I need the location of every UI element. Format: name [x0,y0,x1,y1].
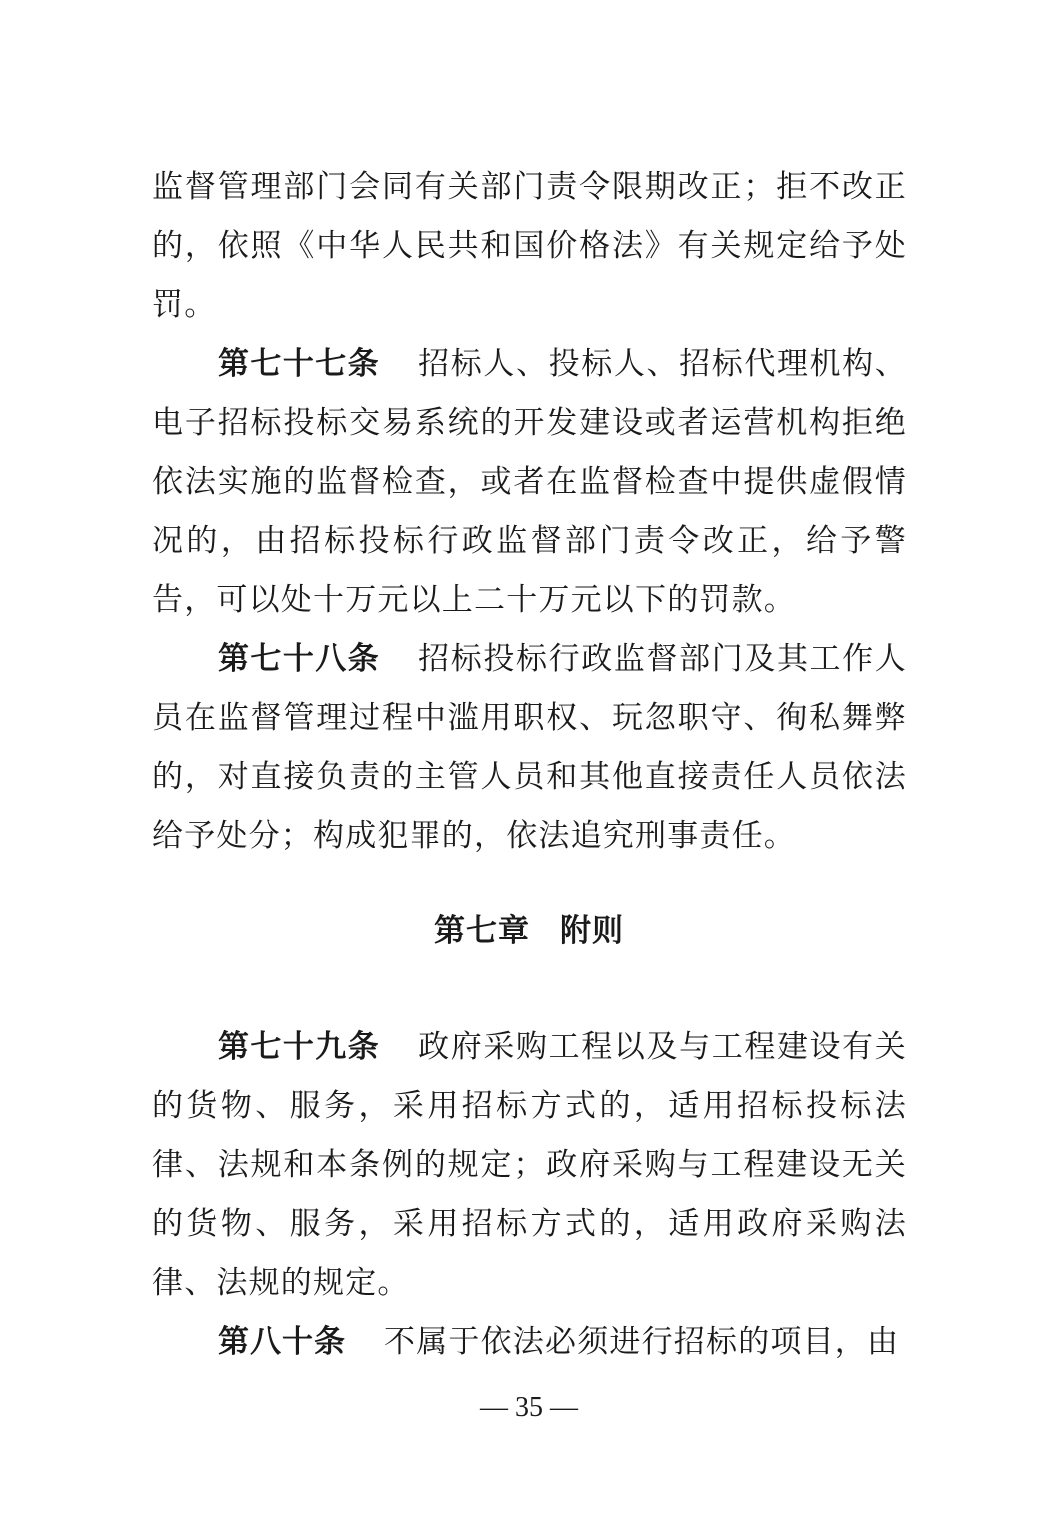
article-78-number: 第七十八条 [218,641,381,677]
article-79-number: 第七十九条 [218,1029,381,1065]
article-78 [152,630,907,866]
article-78-body: 招标投标行政监督部门及其工作人员在监督管理过程中滥用职权、玩忽职守、徇私舞弊的，对直接负责的主管人员和其他直接责任人员依法给予处分；构成犯罪的，依法追究刑事责任。 [152,641,908,854]
article-80-number: 第八十条 [218,1324,346,1360]
article-77-body: 招标人、投标人、招标代理机构、电子招标投标交易系统的开发建设或者运营机构拒绝依法实施的监督检查，或者在监督检查中提供虚假情况的，由招标投标行政监督部门责令改正，给予警告，可以处十万元以上二十万元以下的罚款。 [152,346,908,618]
lower-text-block [152,1018,907,1372]
article-80-body: 不属于依法必须进行招标的项目，由 [384,1324,900,1360]
chapter-heading [0,905,1058,950]
chapter-number: 第七章 [434,913,530,949]
upper-text-block [152,158,907,866]
article-79-body: 政府采购工程以及与工程建设有关的货物、服务，采用招标方式的，适用招标投标法律、法规和本条例的规定；政府采购与工程建设无关的货物、服务，采用招标方式的，适用政府采购法律、法规的规定。 [152,1029,908,1301]
article-79 [152,1018,907,1313]
article-80 [152,1313,907,1372]
continuation-paragraph: 监督管理部门会同有关部门责令限期改正；拒不改正的，依照《中华人民共和国价格法》有关规定给予处罚。 [152,169,907,323]
chapter-title: 附则 [560,913,624,949]
article-77-number: 第七十七条 [218,346,381,382]
article-77 [152,335,907,630]
page-number: — 35 — [480,1392,578,1423]
